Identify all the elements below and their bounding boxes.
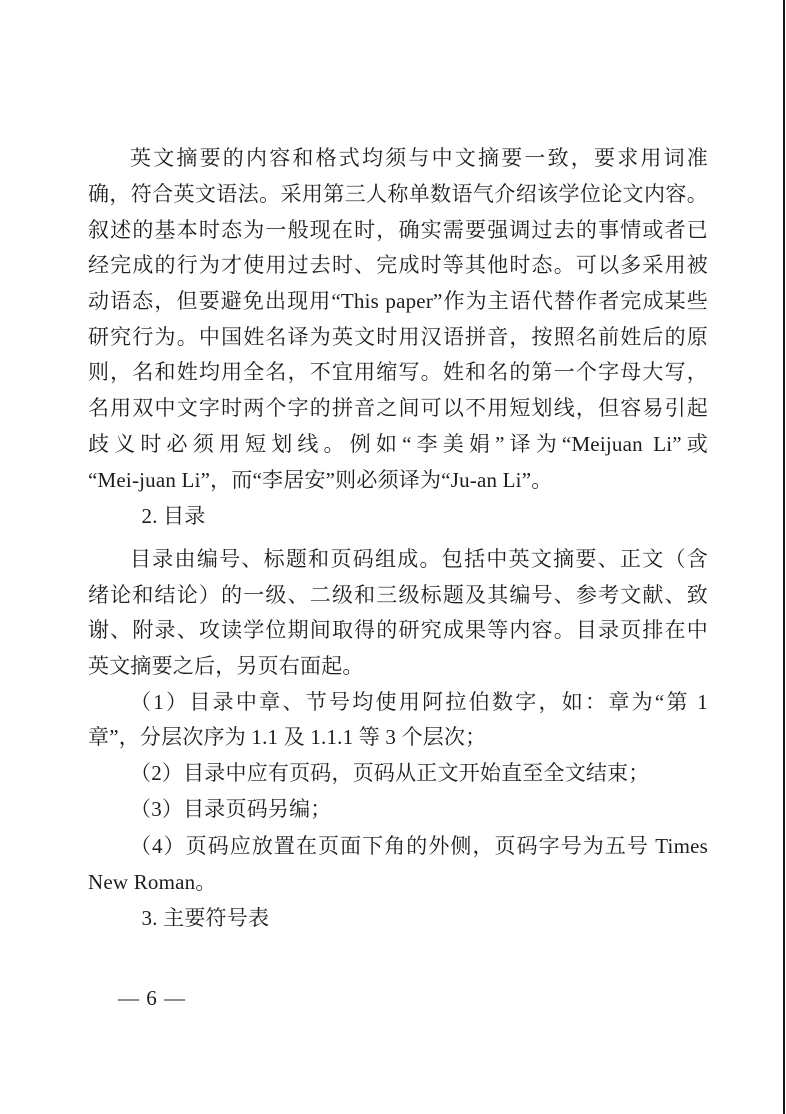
section-heading-3: 3. 主要符号表 xyxy=(141,906,270,930)
paragraph-line: 绪论和结论）的一级、二级和三级标题及其编号、参考文献、致 xyxy=(88,583,708,607)
list-item-4-line: （4）页码应放置在页面下角的外侧，页码字号为五号 Times xyxy=(130,834,708,858)
paragraph-line: 则，名和姓均用全名，不宜用缩写。姓和名的第一个字母大写， xyxy=(88,360,708,384)
paragraph-line: “Mei-juan Li”，而“李居安”则必须译为“Ju-an Li”。 xyxy=(88,468,553,492)
section-heading-2: 2. 目录 xyxy=(141,504,206,528)
list-item-2-line: （2）目录中应有页码，页码从正文开始直至全文结束； xyxy=(130,761,650,785)
paragraph-line: 研究行为。中国姓名译为英文时用汉语拼音，按照名前姓后的原 xyxy=(88,325,708,349)
page-number: — 6 — xyxy=(118,986,186,1010)
paragraph-line: 目录由编号、标题和页码组成。包括中英文摘要、正文（含 xyxy=(130,547,708,571)
paragraph-line: 确，符合英文语法。采用第三人称单数语气介绍该学位论文内容。 xyxy=(88,182,708,206)
paragraph-line: 歧义时必须用短划线。例如“李美娟”译为“Meijuan Li”或 xyxy=(88,432,708,456)
paragraph-line: 名用双中文字时两个字的拼音之间可以不用短划线，但容易引起 xyxy=(88,396,708,420)
paragraph-line: 谢、附录、攻读学位期间取得的研究成果等内容。目录页排在中 xyxy=(88,618,708,642)
paragraph-line: 英文摘要的内容和格式均须与中文摘要一致，要求用词准 xyxy=(130,146,708,170)
list-item-3-line: （3）目录页码另编； xyxy=(130,797,332,821)
scan-edge-line xyxy=(783,0,785,1114)
paragraph-line: 叙述的基本时态为一般现在时，确实需要强调过去的事情或者已 xyxy=(88,218,708,242)
paragraph-line: 动语态，但要避免出现用“This paper”作为主语代替作者完成某些 xyxy=(88,289,708,313)
list-item-4-line: New Roman。 xyxy=(88,870,217,894)
list-item-1-line: （1）目录中章、节号均使用阿拉伯数字，如：章为“第 1 xyxy=(130,690,708,714)
paragraph-line: 英文摘要之后，另页右面起。 xyxy=(88,654,364,678)
list-item-1-line: 章”，分层次序为 1.1 及 1.1.1 等 3 个层次； xyxy=(88,725,487,749)
paragraph-line: 经完成的行为才使用过去时、完成时等其他时态。可以多采用被 xyxy=(88,253,708,277)
